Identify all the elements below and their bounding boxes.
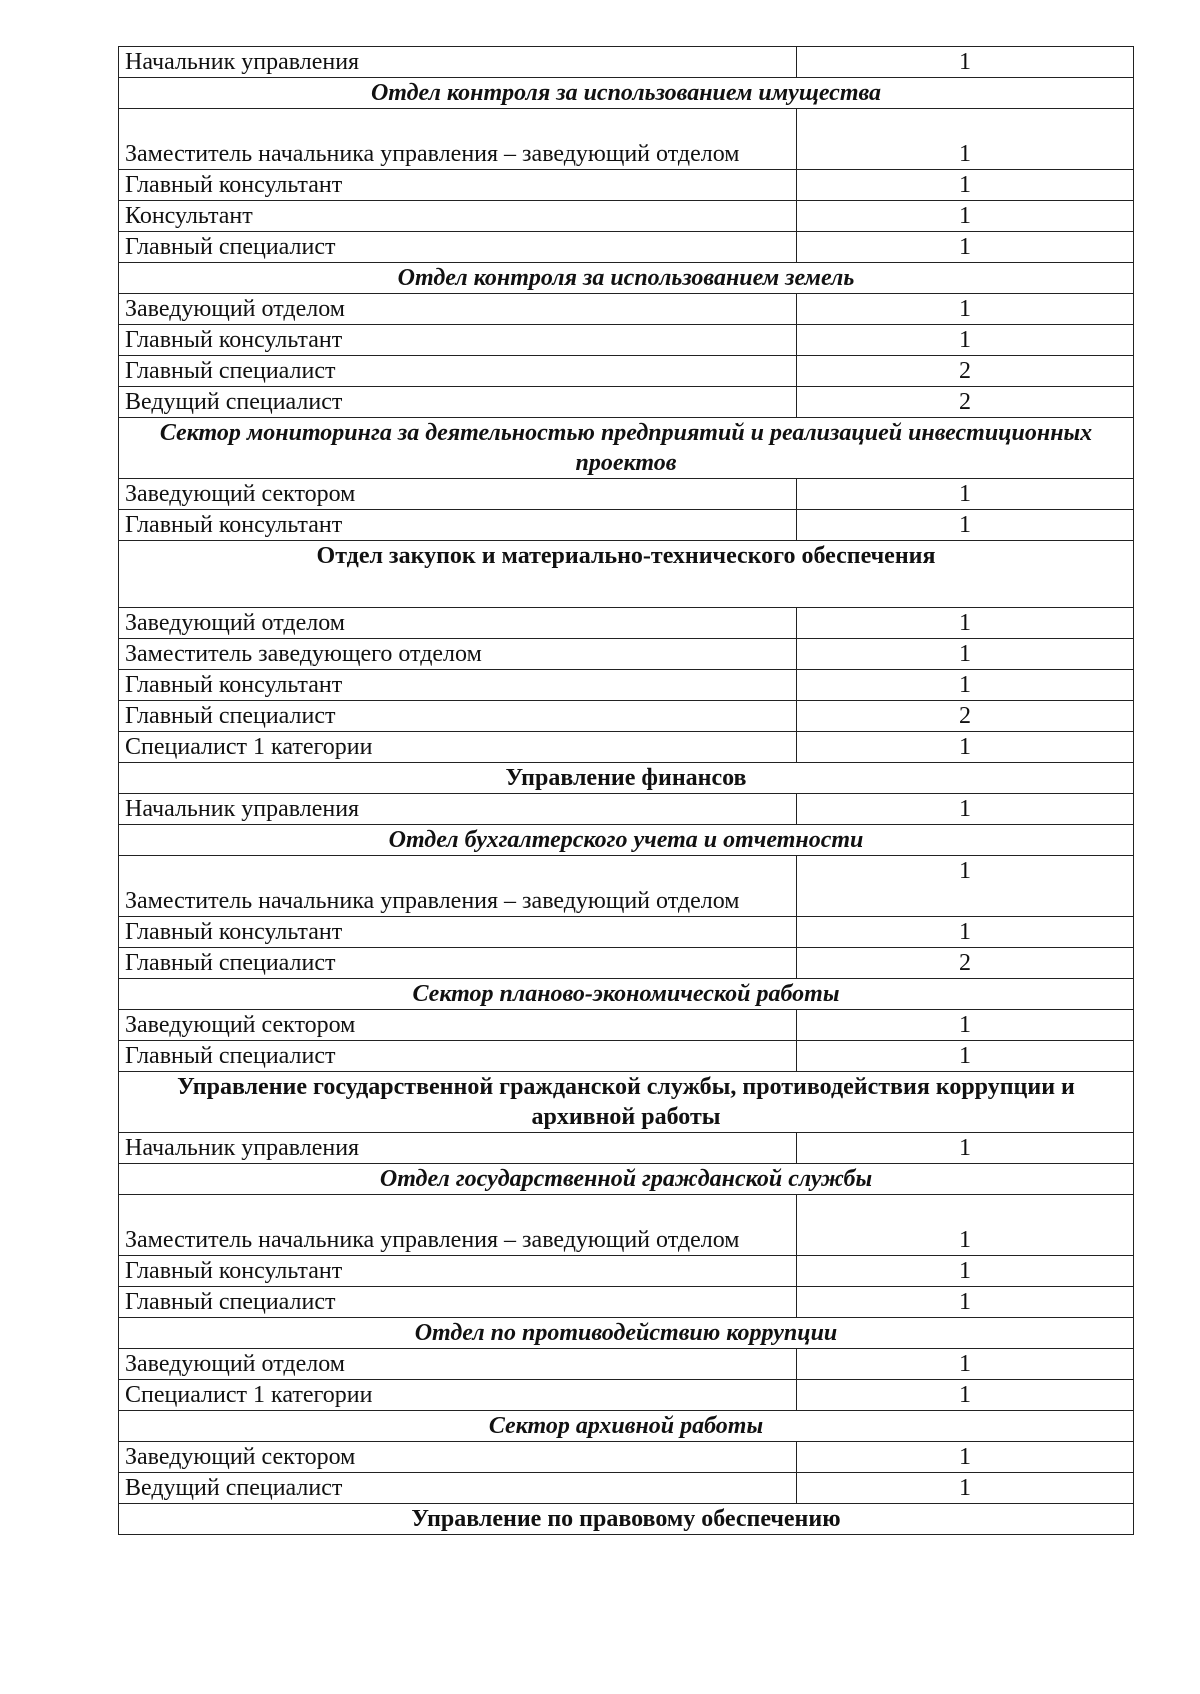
table-row — [119, 325, 1134, 356]
section-row — [119, 263, 1134, 294]
count-cell: 1 — [797, 479, 1134, 510]
count-cell: 2 — [797, 948, 1134, 979]
position-cell: Главный специалист — [119, 701, 797, 732]
count-cell: 1 — [797, 1287, 1134, 1318]
table-row — [119, 917, 1134, 948]
count-cell: 1 — [797, 109, 1134, 170]
section-row — [119, 78, 1134, 109]
position-cell: Главный консультант — [119, 1256, 797, 1287]
position-cell: Заместитель начальника управления – заведующий отделом — [119, 1195, 797, 1256]
position-cell: Главный консультант — [119, 510, 797, 541]
table-row — [119, 670, 1134, 701]
count-cell: 2 — [797, 356, 1134, 387]
section-heading: Отдел контроля за использованием земель — [119, 263, 1134, 294]
count-cell: 2 — [797, 701, 1134, 732]
count-cell: 1 — [797, 794, 1134, 825]
count-cell: 1 — [797, 1442, 1134, 1473]
section-row — [119, 1318, 1134, 1349]
table-row — [119, 1442, 1134, 1473]
management-row — [119, 763, 1134, 794]
count-cell: 1 — [797, 917, 1134, 948]
staff-table — [118, 46, 1134, 1535]
position-cell: Специалист 1 категории — [119, 1380, 797, 1411]
count-cell: 1 — [797, 1195, 1134, 1256]
table-row — [119, 479, 1134, 510]
position-cell: Главный специалист — [119, 1287, 797, 1318]
section-heading: Отдел по противодействию коррупции — [119, 1318, 1134, 1349]
section-heading: Сектор планово-экономической работы — [119, 979, 1134, 1010]
count-cell: 1 — [797, 608, 1134, 639]
count-cell: 1 — [797, 1380, 1134, 1411]
table-row — [119, 1010, 1134, 1041]
count-cell: 1 — [797, 1041, 1134, 1072]
table-row — [119, 1380, 1134, 1411]
count-cell: 1 — [797, 170, 1134, 201]
section-row — [119, 979, 1134, 1010]
position-cell: Заведующий сектором — [119, 479, 797, 510]
position-cell: Заведующий сектором — [119, 1442, 797, 1473]
position-cell: Главный консультант — [119, 325, 797, 356]
count-cell: 2 — [797, 387, 1134, 418]
position-cell: Консультант — [119, 201, 797, 232]
position-cell: Начальник управления — [119, 1133, 797, 1164]
section-heading: Отдел контроля за использованием имущества — [119, 78, 1134, 109]
count-cell: 1 — [797, 1256, 1134, 1287]
position-cell: Главный специалист — [119, 356, 797, 387]
count-cell: 1 — [797, 639, 1134, 670]
count-cell: 1 — [797, 232, 1134, 263]
position-cell: Ведущий специалист — [119, 387, 797, 418]
table-row — [119, 232, 1134, 263]
table-row — [119, 510, 1134, 541]
table-row — [119, 1041, 1134, 1072]
section-row — [119, 1411, 1134, 1442]
position-cell: Главный консультант — [119, 670, 797, 701]
table-row — [119, 294, 1134, 325]
table-row — [119, 608, 1134, 639]
position-cell: Главный консультант — [119, 917, 797, 948]
management-heading: Управление по правовому обеспечению — [119, 1504, 1134, 1535]
position-cell: Заведующий отделом — [119, 1349, 797, 1380]
count-cell: 1 — [797, 325, 1134, 356]
table-row — [119, 856, 1134, 917]
count-cell: 1 — [797, 670, 1134, 701]
position-cell: Заместитель начальника управления – заведующий отделом — [119, 856, 797, 917]
count-cell: 1 — [797, 201, 1134, 232]
table-row — [119, 1473, 1134, 1504]
section-heading: Отдел бухгалтерского учета и отчетности — [119, 825, 1134, 856]
section-heading: Сектор мониторинга за деятельностью предприятий и реализацией инвестиционных проектов — [119, 418, 1134, 479]
count-cell: 1 — [797, 856, 1134, 917]
table-row — [119, 201, 1134, 232]
position-cell: Главный специалист — [119, 1041, 797, 1072]
position-cell: Главный специалист — [119, 948, 797, 979]
table-row — [119, 639, 1134, 670]
table-row — [119, 1195, 1134, 1256]
table-row — [119, 387, 1134, 418]
table-row — [119, 794, 1134, 825]
count-cell: 1 — [797, 1349, 1134, 1380]
management-row — [119, 541, 1134, 608]
section-row — [119, 825, 1134, 856]
position-cell: Ведущий специалист — [119, 1473, 797, 1504]
management-heading: Отдел закупок и материально-технического обеспечения — [119, 541, 1134, 608]
count-cell: 1 — [797, 47, 1134, 78]
count-cell: 1 — [797, 1473, 1134, 1504]
position-cell: Начальник управления — [119, 47, 797, 78]
table-row — [119, 1349, 1134, 1380]
table-row — [119, 47, 1134, 78]
position-cell: Заместитель заведующего отделом — [119, 639, 797, 670]
position-cell: Специалист 1 категории — [119, 732, 797, 763]
position-cell: Главный консультант — [119, 170, 797, 201]
position-cell: Заместитель начальника управления – заведующий отделом — [119, 109, 797, 170]
position-cell: Главный специалист — [119, 232, 797, 263]
count-cell: 1 — [797, 732, 1134, 763]
table-row — [119, 109, 1134, 170]
table-row — [119, 170, 1134, 201]
management-heading: Управление финансов — [119, 763, 1134, 794]
table-row — [119, 732, 1134, 763]
table-row — [119, 1287, 1134, 1318]
table-row — [119, 948, 1134, 979]
position-cell: Заведующий отделом — [119, 294, 797, 325]
section-heading: Отдел государственной гражданской службы — [119, 1164, 1134, 1195]
position-cell: Начальник управления — [119, 794, 797, 825]
table-row — [119, 1133, 1134, 1164]
count-cell: 1 — [797, 294, 1134, 325]
management-heading: Управление государственной гражданской службы, противодействия коррупции и архивной работы — [119, 1072, 1134, 1133]
table-row — [119, 1256, 1134, 1287]
count-cell: 1 — [797, 510, 1134, 541]
section-heading: Сектор архивной работы — [119, 1411, 1134, 1442]
section-row — [119, 1164, 1134, 1195]
count-cell: 1 — [797, 1133, 1134, 1164]
management-row — [119, 1072, 1134, 1133]
count-cell: 1 — [797, 1010, 1134, 1041]
position-cell: Заведующий отделом — [119, 608, 797, 639]
position-cell: Заведующий сектором — [119, 1010, 797, 1041]
table-row — [119, 356, 1134, 387]
section-row — [119, 418, 1134, 479]
management-row — [119, 1504, 1134, 1535]
table-row — [119, 701, 1134, 732]
